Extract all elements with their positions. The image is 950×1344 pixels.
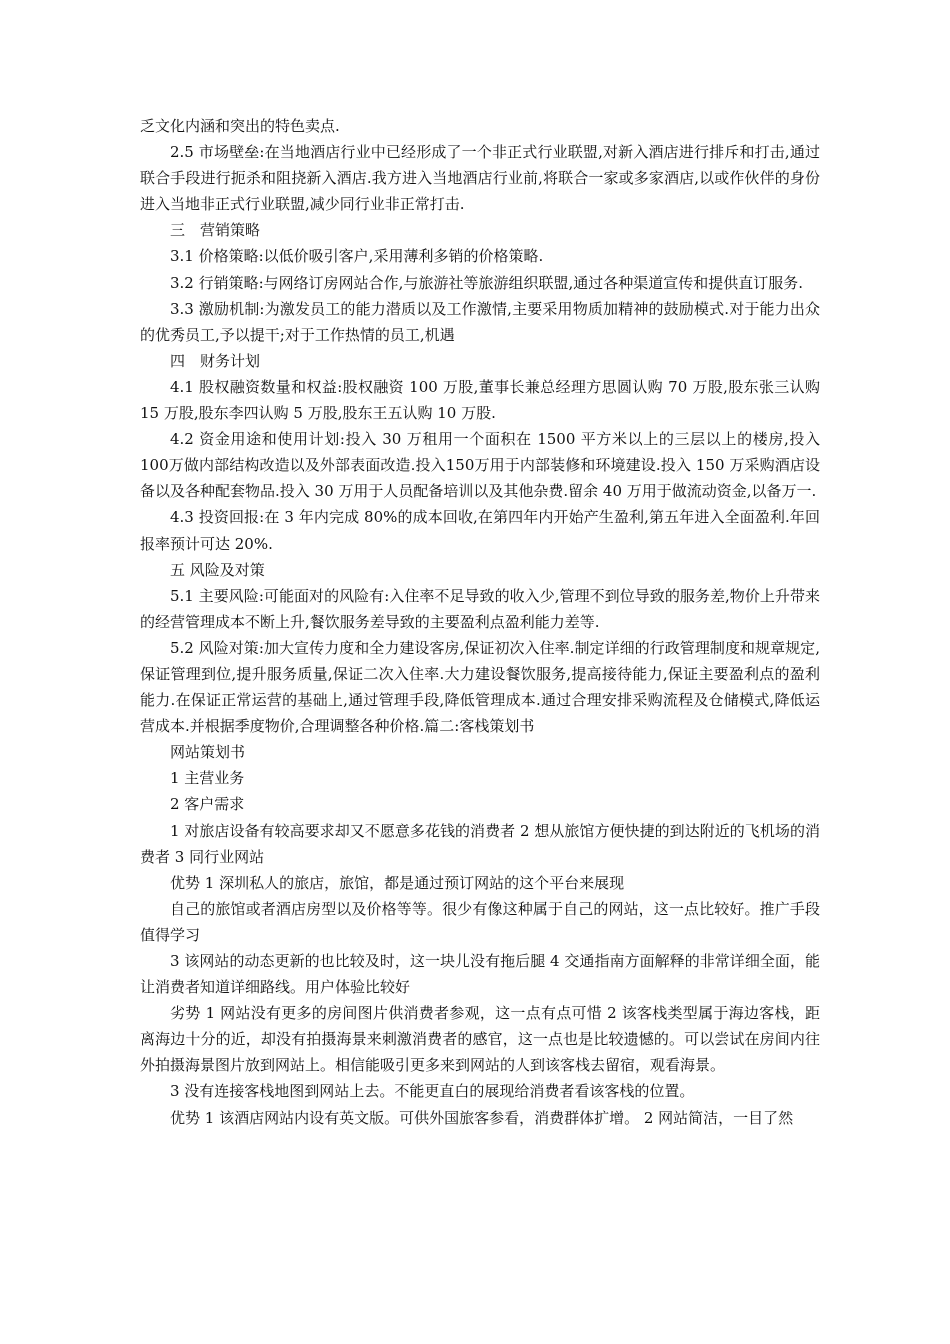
section-heading: 三 营销策略 bbox=[170, 221, 261, 240]
paragraph: 4.3 投资回报:在 3 年内完成 80%的成本回收,在第四年内开始产生盈利,第五年进入全面盈利.年回报率预计可达 20%. bbox=[140, 508, 820, 553]
paragraph: 自己的旅馆或者酒店房型以及价格等等。很少有像这种属于自己的网站，这一点比较好。推广手段值得学习 bbox=[140, 899, 820, 944]
section-heading: 五 风险及对策 bbox=[170, 560, 265, 579]
paragraph: 1 主营业务 bbox=[170, 769, 245, 788]
section-heading: 网站策划书 bbox=[170, 743, 246, 762]
paragraph: 5.1 主要风险:可能面对的风险有:入住率不足导致的收入少,管理不到位导致的服务差,物价上升带来的经营管理成本不断上升,餐饮服务差导致的主要盈利点盈利能力差等. bbox=[140, 586, 820, 631]
paragraph: 3.3 激励机制:为激发员工的能力潜质以及工作激情,主要采用物质加精神的鼓励模式.对于能力出众的优秀员工,予以提干;对于工作热情的员工,机遇 bbox=[140, 299, 820, 344]
document-page bbox=[140, 113, 820, 1131]
paragraph: 4.2 资金用途和使用计划:投入 30 万租用一个面积在 1500 平方米以上的三层以上的楼房,投入100万做内部结构改造以及外部表面改造.投入150万用于内部装修和环境建设.投入 150 万采购酒店设备以及各种配套物品.投入 30 万用于人员配备培训以及其他杂费.留余 40 万用于做流动资金,以备万一. bbox=[140, 430, 820, 501]
section-heading: 四 财务计划 bbox=[170, 351, 261, 370]
paragraph: 3.2 行销策略:与网络订房网站合作,与旅游社等旅游组织联盟,通过各种渠道宣传和提供直订服务. bbox=[170, 273, 803, 292]
paragraph: 1 对旅店设备有较高要求却又不愿意多花钱的消费者 2 想从旅馆方便快捷的到达附近的飞机场的消费者 3 同行业网站 bbox=[140, 821, 820, 866]
paragraph: 优势 1 该酒店网站内设有英文版。可供外国旅客参看，消费群体扩增。 2 网站简洁，一目了然 bbox=[170, 1108, 794, 1127]
paragraph: 优势 1 深圳私人的旅店，旅馆，都是通过预订网站的这个平台来展现 bbox=[170, 873, 625, 892]
paragraph: 劣势 1 网站没有更多的房间图片供消费者参观，这一点有点可惜 2 该客栈类型属于海边客栈，距离海边十分的近，却没有拍摄海景来刺激消费者的感官，这一点也是比较遗憾的。可以尝试在房间内往外拍摄海景图片放到网站上。相信能吸引更多来到网站的人到该客栈去留宿，观看海景。 bbox=[140, 1004, 820, 1075]
paragraph: 3 该网站的动态更新的也比较及时，这一块儿没有拖后腿 4 交通指南方面解释的非常详细全面，能让消费者知道详细路线。用户体验比较好 bbox=[140, 952, 820, 997]
paragraph: 3.1 价格策略:以低价吸引客户,采用薄利多销的价格策略. bbox=[170, 247, 544, 266]
paragraph: 乏文化内涵和突出的特色卖点. bbox=[140, 117, 340, 135]
paragraph: 2 客户需求 bbox=[170, 795, 245, 814]
paragraph: 4.1 股权融资数量和权益:股权融资 100 万股,董事长兼总经理方思圆认购 70 万股,股东张三认购 15 万股,股东李四认购 5 万股,股东王五认购 10 万股. bbox=[140, 377, 820, 423]
paragraph: 5.2 风险对策:加大宣传力度和全力建设客房,保证初次入住率.制定详细的行政管理制度和规章规定,保证管理到位,提升服务质量,保证二次入住率.大力建设餐饮服务,提高接待能力,保证主要盈利点的盈利能力.在保证正常运营的基础上,通过管理手段,降低管理成本.通过合理安排采购流程及仓储模式,降低运营成本.并根据季度物价,合理调整各种价格.篇二:客栈策划书 bbox=[140, 638, 820, 736]
paragraph: 2.5 市场壁垒:在当地酒店行业中已经形成了一个非正式行业联盟,对新入酒店进行排斥和打击,通过联合手段进行扼杀和阻挠新入酒店.我方进入当地酒店行业前,将联合一家或多家酒店,以或作伙伴的身份进入当地非正式行业联盟,减少同行业非正常打击. bbox=[140, 143, 820, 214]
paragraph: 3 没有连接客栈地图到网站上去。不能更直白的展现给消费者看该客栈的位置。 bbox=[170, 1082, 695, 1101]
